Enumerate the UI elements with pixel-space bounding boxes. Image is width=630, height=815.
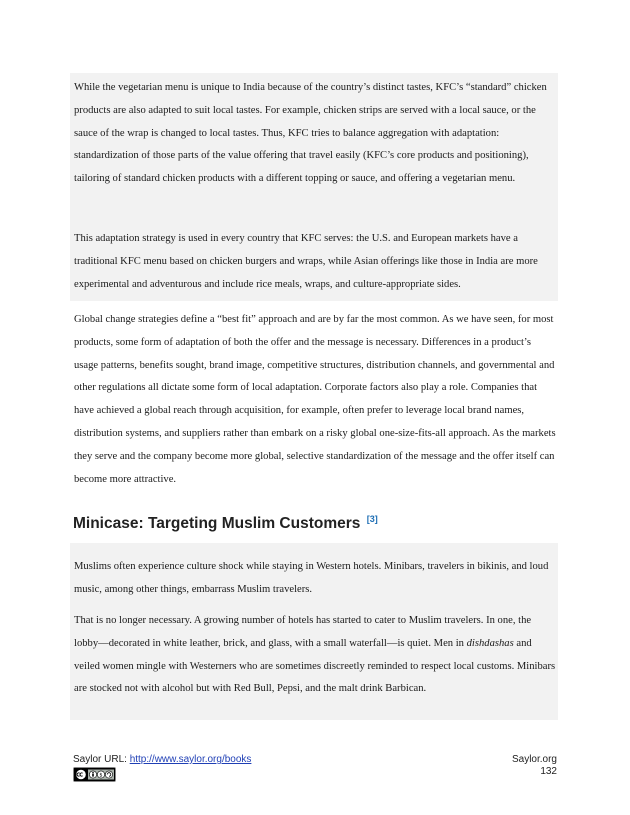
paragraph-hotels-text-2: and veiled women mingle with Westerners who are sometimes discreetly reminded to respect local customs. Minibars are stocked not with alcohol but with Red Bull, Pepsi, and the malt drink Barbican.	[74, 637, 556, 695]
paragraph-culture-shock: Muslims often experience culture shock while staying in Western hotels. Minibars, travelers in bikinis, and loud music, among other things, embarrass Muslim travelers.	[74, 561, 549, 595]
saylor-books-link[interactable]: http://www.saylor.org/books	[129, 754, 252, 765]
dishdashas-term: dishdashas	[466, 637, 514, 649]
minicase-heading-text: Minicase: Targeting Muslim Customers	[73, 515, 361, 533]
creative-commons-license-icon	[73, 767, 116, 782]
svg-text:$: $	[99, 772, 103, 779]
footer-url-label: Saylor URL:	[73, 754, 130, 765]
footer-page-info	[512, 754, 557, 778]
footer-site: Saylor.org	[511, 754, 557, 765]
paragraph-global-change: Global change strategies define a “best fit” approach and are by far the most common. As we have seen, for most products, some form of adaptation of both the offer and the message is necessary. Differences in a product’s usage patterns, benefits sought, brand image, competitive structures, distribution channels, and governmental and other regulations all dictate some form of local adaptation. Corporate factors also play a role. Companies that have achieved a global reach through acquisition, for example, often prefer to leverage local brand names, distribution systems, and suppliers rather than embark on a risky global one-size-fits-all approach. As the markets they serve and the company become more global, selective standardization of the message and the offer itself can become more attractive.	[74, 314, 556, 485]
paragraph-hotels	[74, 610, 556, 701]
paragraph-hotels-text-1: That is no longer necessary. A growing number of hotels has started to cater to Muslim travelers. In one, the lobby—decorated in white leather, brick, and glass, with a small waterfall—is quiet. Men in	[74, 615, 532, 649]
paragraph-kfc-menu: While the vegetarian menu is unique to India because of the country’s distinct tastes, KFC’s “standard” chicken products are also adapted to suit local tastes. For example, chicken strips are served with a local sauce, or the sauce of the wrap is changed to local tastes. Thus, KFC tries to balance aggregation with adaptation: standardization of those parts of the value offering that travel easily (KFC’s core products and positioning), tailoring of standard chicken products with a different topping or sauce, and offering a vegetarian menu.	[74, 82, 547, 185]
footnote-link[interactable]: [3]	[366, 514, 378, 524]
footer-url	[73, 754, 251, 765]
cc-badge-icon	[74, 768, 115, 781]
page-number: 132	[540, 766, 557, 777]
paragraph-adaptation-strategy: This adaptation strategy is used in every country that KFC serves: the U.S. and European markets have a traditional KFC menu based on chicken burgers and wraps, while Asian offerings like those in India are more experimental and adventurous and include rice meals, wraps, and culture-appropriate sides.	[74, 233, 538, 290]
minicase-heading	[73, 514, 378, 533]
